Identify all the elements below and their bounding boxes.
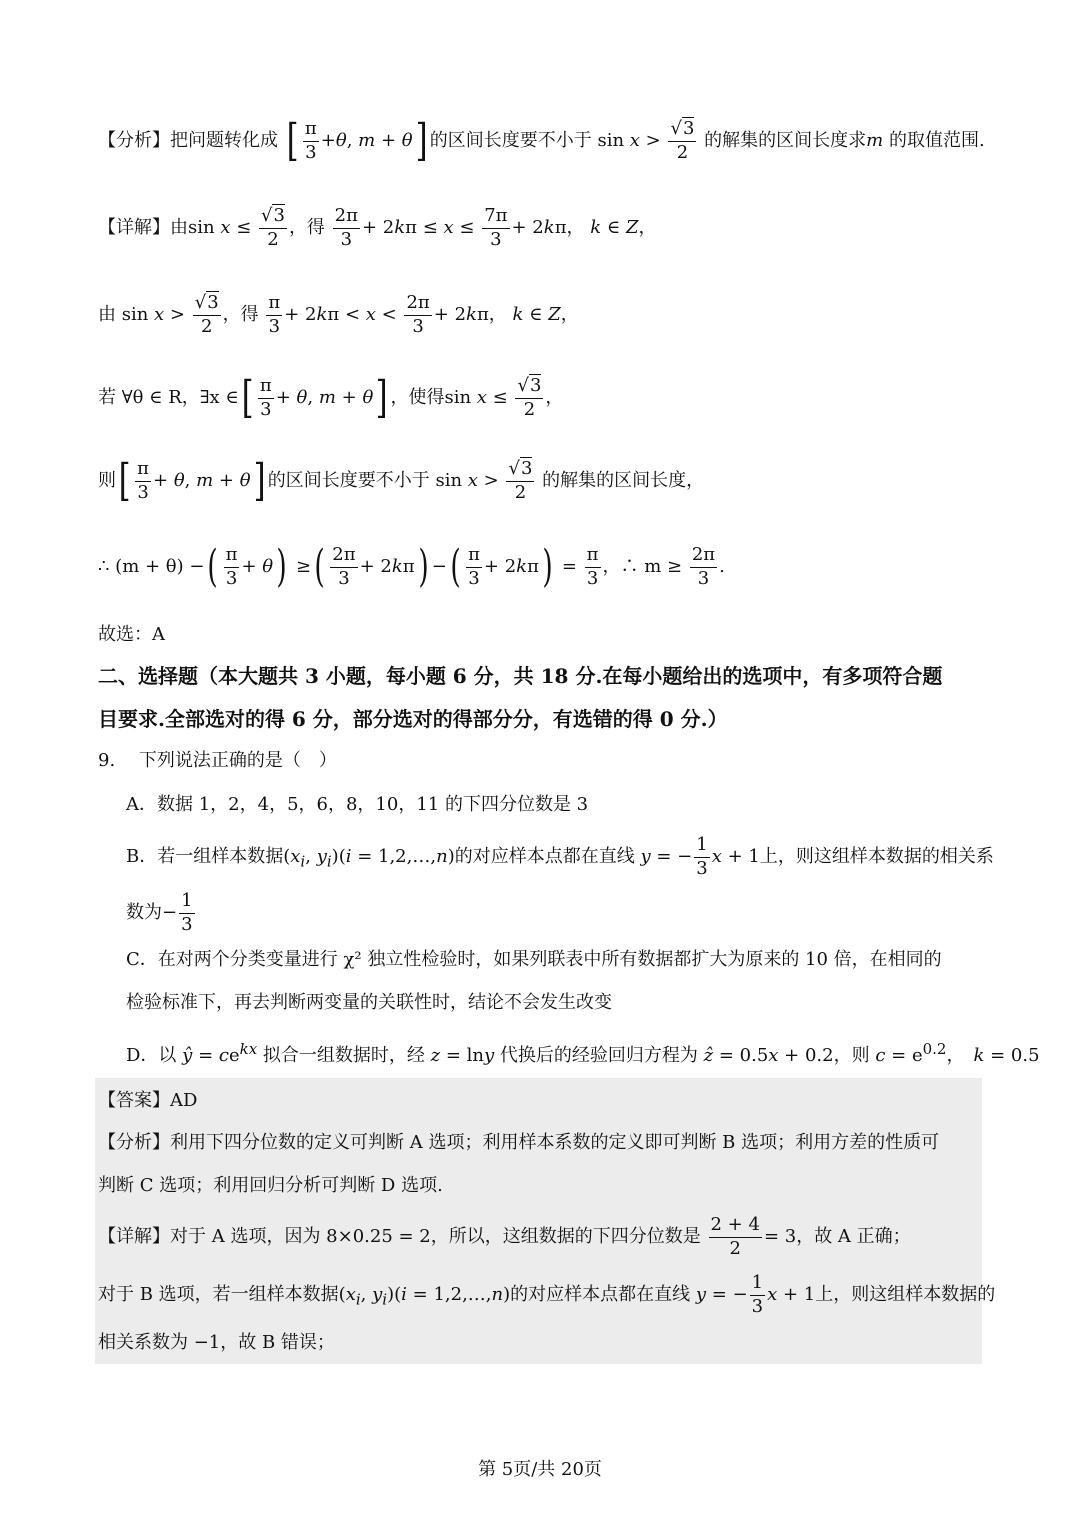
- detail-text: ≥: [296, 556, 312, 577]
- detail-line-4: 若 ∀θ ∈ R，∃x ∈[ $\frac{\pi}{3}$ + θ, m + θ] ，使得sin x ≤ $\frac{√3}{2}$ ，: [98, 372, 564, 423]
- bracket-right: ]: [415, 115, 428, 166]
- k-in-z: k ∈ Z: [590, 217, 639, 238]
- answer-detail-line2: 对于 B 选项，若一组样本数据($x_i$, $y_i)(i$ = 1,2,…,n)的对应样本点都在直线 y = − $\frac{1}{3}$ x + 1上，则这组样本数据的: [98, 1272, 996, 1317]
- option-b-cont: 数为− $\frac{1}{3}$: [126, 890, 193, 935]
- option-c-line1: C．在对两个分类变量进行 χ² 独立性检验时，如果列联表中所有数据都扩大为原来的 10 倍，在相同的: [126, 949, 942, 970]
- detail-text: ，得: [222, 304, 259, 325]
- detail-text: ∴ (m + θ) −: [98, 556, 205, 577]
- detail-text: 由: [98, 304, 116, 325]
- variable-m: m: [866, 130, 884, 151]
- question-9-stem: 9. 下列说法正确的是（ ）: [98, 750, 337, 771]
- detail-text: ，: [545, 387, 564, 408]
- option-b-text: 数为: [126, 902, 162, 923]
- fraction: $\frac{√3}{2}$: [670, 118, 695, 163]
- option-d-text: 代换后的经验回归方程为: [499, 1045, 698, 1066]
- answer-detail-text: 的对应样本点都在直线: [510, 1284, 691, 1305]
- detail-text: ，: [560, 304, 579, 325]
- detail-text: ，: [566, 217, 585, 238]
- detail-text: 的区间长度要不小于: [267, 470, 430, 491]
- answer-detail-text: 【详解】对于 A 选项，因为 8×0.25 = 2，所以，这组数据的下四分位数是: [98, 1226, 701, 1247]
- section-heading-line1: 二、选择题（本大题共 3 小题，每小题 6 分，共 18 分.在每小题给出的选项中，有多项符合题: [98, 664, 943, 688]
- detail-text: ，∴ m ≥: [602, 556, 683, 577]
- analysis-line: 【分析】把问题转化成 [ $\frac{\pi}{3}$ +θ, m + θ] 的区间长度要不小于 sin x > $\frac{√3}{2}$ 的解集的区间长度求m 的取值范围.: [98, 115, 985, 166]
- analysis-text: 的取值范围.: [888, 130, 985, 151]
- bracket-left: [: [286, 115, 299, 166]
- detail-text: 若 ∀θ ∈ R，∃x ∈: [98, 387, 239, 408]
- detail-text: ，得: [288, 217, 325, 238]
- detail-text: 则: [98, 470, 116, 491]
- section-heading-line2: 目要求.全部选对的得 6 分，部分选对的得部分分，有选错的得 0 分.）: [98, 707, 728, 731]
- k-in-z: k ∈ Z: [512, 304, 561, 325]
- option-b-text: 的对应样本点都在直线: [454, 846, 635, 867]
- analysis-label: 【分析】: [98, 130, 170, 151]
- answer-detail-text: 上，则这组样本数据的: [815, 1284, 996, 1305]
- option-b-text: B．若一组样本数据: [126, 846, 284, 867]
- answer-label: 【答案】AD: [98, 1090, 198, 1111]
- option-b-text: 上，则这组样本数据的相关系: [759, 846, 994, 867]
- detail-text: 的解集的区间长度，: [542, 470, 705, 491]
- answer-choice: 故选：A: [98, 624, 165, 645]
- detail-line-5: 则[ $\frac{\pi}{3}$ + θ, m + θ] 的区间长度要不小于 sin x > $\frac{√3}{2}$ 的解集的区间长度，: [98, 455, 705, 506]
- option-d: D．以 ŷ = $ce^{kx}$ 拟合一组数据时，经 z = lny 代换后的经验回归方程为 ẑ = 0.5x + 0.2，则 $c = e^{0.2}$， k = 0.5: [126, 1040, 1040, 1066]
- detail-text: =: [561, 556, 577, 577]
- detail-text: ，: [488, 304, 507, 325]
- option-d-text: ，: [946, 1045, 956, 1066]
- answer-detail-text: 对于 B 选项，若一组样本数据: [98, 1284, 339, 1305]
- answer-detail-line1: 【详解】对于 A 选项，因为 8×0.25 = 2，所以，这组数据的下四分位数是 $\frac{2 + 4}{2}$ = 3，故 A 正确；: [98, 1214, 911, 1259]
- option-c-line2: 检验标准下，再去判断两变量的关联性时，结论不会发生改变: [126, 992, 612, 1013]
- answer-analysis-line2: 判断 C 选项；利用回归分析可判断 D 选项.: [98, 1175, 443, 1196]
- option-b: B．若一组样本数据($x_i$, $y_i)(i$ = 1,2,…,n)的对应样本点都在直线 y = − $\frac{1}{3}$ x + 1上，则这组样本数据的相关系: [126, 834, 994, 879]
- option-d-text: 拟合一组数据时，经: [262, 1045, 425, 1066]
- fraction: $\frac{\pi}{3}$: [304, 118, 317, 163]
- analysis-text: 的区间长度要不小于: [429, 130, 592, 151]
- detail-label: 【详解】: [98, 217, 170, 238]
- detail-text: ，使得: [390, 387, 445, 408]
- detail-line-3: 由 sin x > $\frac{√3}{2}$ ，得 $\frac{\pi}{3}$ + 2kπ < x < $\frac{2\pi}{3}$ + 2kπ， k ∈ Z，: [98, 292, 579, 337]
- detail-line: 【详解】由sin x ≤ $\frac{√3}{2}$ ，得 $\frac{2\pi}{3}$ + 2kπ ≤ x ≤ $\frac{7\pi}{3}$ + 2kπ， k ∈ Z，: [98, 205, 657, 250]
- analysis-text: 把问题转化成: [170, 130, 278, 151]
- page-footer: 第 5页/共 20页: [478, 1459, 602, 1480]
- answer-detail-line3: 相关系数为 −1，故 B 错误；: [98, 1332, 335, 1353]
- detail-line-6: ∴ (m + θ) −( $\frac{\pi}{3}$ + θ) ≥( $\frac{2\pi}{3}$ + 2kπ) −( $\frac{\pi}{3}$ + 2kπ) = $\frac{\pi}{3}$ ，∴ m ≥ $\frac{2\pi}{3}$ .: [98, 541, 725, 592]
- detail-text: −: [431, 556, 447, 577]
- option-d-text: D．以: [126, 1045, 177, 1066]
- analysis-text: 的解集的区间长度求: [704, 130, 867, 151]
- detail-text: 由: [170, 217, 188, 238]
- answer-detail-text: = 3，故 A 正确；: [763, 1226, 911, 1247]
- option-a: A．数据 1，2，4，5，6，8，10，11 的下四分位数是 3: [126, 794, 589, 815]
- detail-text: .: [719, 556, 725, 577]
- answer-analysis-line1: 【分析】利用下四分位数的定义可判断 A 选项；利用样本系数的定义即可判断 B 选项；利用方差的性质可: [98, 1132, 940, 1153]
- detail-text: ，: [638, 217, 657, 238]
- option-d-text: ，则: [833, 1045, 870, 1066]
